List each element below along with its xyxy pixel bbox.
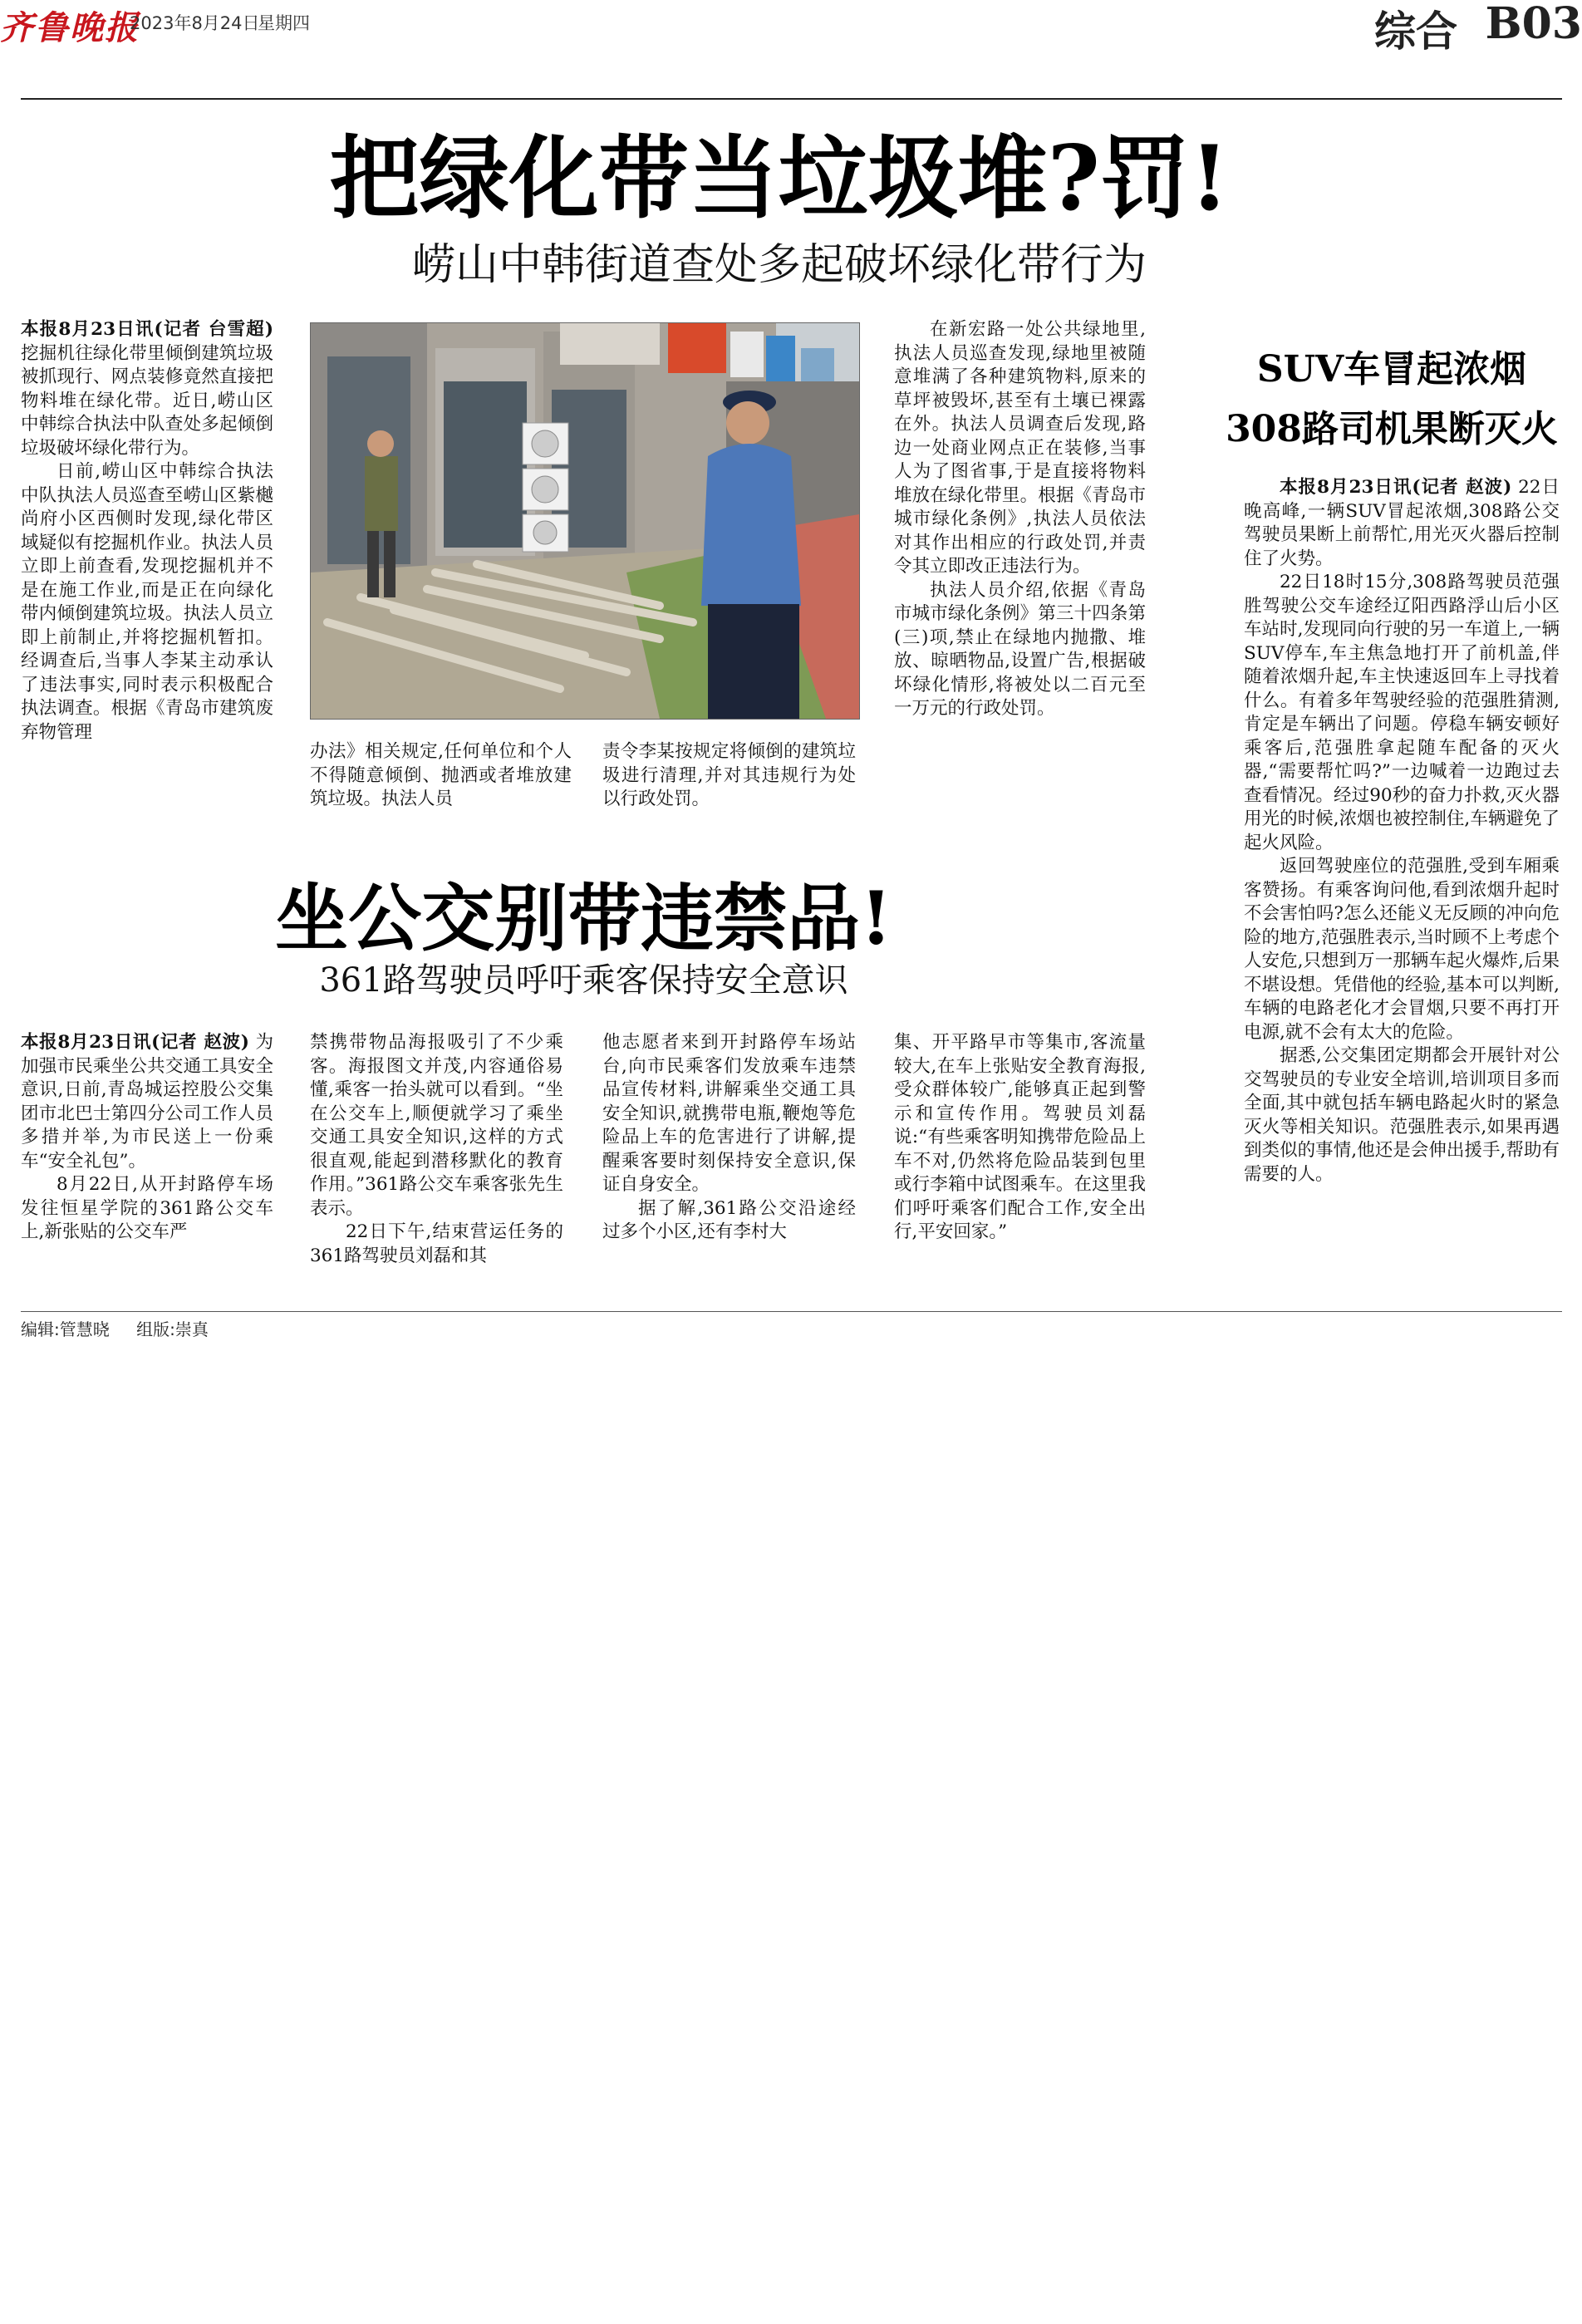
article3-title-line2: 308路司机果断灭火 — [1226, 408, 1558, 450]
footer-credits — [21, 1316, 230, 1340]
article2-column-2 — [310, 1031, 563, 1268]
issue-date: 2023年8月24日 — [130, 13, 260, 33]
article1-photo — [310, 322, 860, 720]
article3-paragraph: 22日18时15分,308路驾驶员范强胜驾驶公交车途经辽阳西路浮山后小区车站时,发现同向行驶的另一车道上,一辆SUV停车,车主焦急地打开了前机盖,伴随着浓烟升起,车主快速返回车上寻找着什么。有着多年驾驶经验的范强胜猜测,肯定是车辆出了问题。停稳车辆安顿好乘客后,范强胜拿起随车配备的灭火器,“需要帮忙吗?”一边喊着一边跑过去查看情况。经过90秒的奋力扑救,灭火器用光的时候,浓烟也被控制住,车辆避免了起火风险。 — [1244, 572, 1560, 853]
layout-credit: 组版:崇真 — [136, 1319, 209, 1339]
article2-paragraph: 集、开平路早市等集市,客流量较大,在车上张贴安全教育海报,受众群体较广,能够真正起到警示和宣传作用。驾驶员刘磊说:“有些乘客明知携带危险品上车不对,仍然将危险品装到包里或行李箱中试图乘车。在这里我们呼吁乘客们配合工作,安全出行,平安回家。” — [894, 1032, 1146, 1242]
article1-headline: 把绿化带当垃圾堆?罚! — [329, 126, 1230, 231]
article3-paragraph: 返回驾驶座位的范强胜,受到车厢乘客赞扬。有乘客询问他,看到浓烟升起时不会害怕吗?怎么还能义无反顾的冲向危险的地方,范强胜表示,当时顾不上考虑个人安危,只想到万一那辆车起火爆炸,后果不堪设想。凭借他的经验,基本可以判断,车辆的电路老化才会冒烟,只要不再打开电源,就不会有太大的危险。 — [1244, 856, 1560, 1043]
article2-paragraph: 据了解,361路公交沿途经过多个小区,还有李村大 — [602, 1197, 856, 1242]
article2-paragraph: 他志愿者来到开封路停车场站台,向市民乘客们发放乘车违禁品宣传材料,讲解乘坐交通工具安全知识,就携带电瓶,鞭炮等危险品上车的危害进行了讲解,提醒乘客要时刻保持安全意识,保证自身安全。 — [602, 1032, 856, 1195]
article2-lead-text: 为加强市民乘坐公共交通工具安全意识,日前,青岛城运控股公交集团市北巴士第四分公司工作人员多措并举,为市民送上一份乘车“安全礼包”。 — [21, 1032, 273, 1172]
article2-headline: 坐公交别带违禁品! — [275, 875, 892, 961]
article2-paragraph: 22日下午,结束营运任务的361路驾驶员刘磊和其 — [310, 1221, 563, 1266]
article2-column-3 — [602, 1031, 856, 1245]
article1-column-1 — [21, 318, 273, 744]
footer-divider — [21, 1311, 1562, 1312]
article1-paragraph: 日前,崂山区中韩综合执法中队执法人员巡查至崂山区紫樾尚府小区西侧时发现,绿化带区域疑似有挖掘机作业。执法人员立即上前查看,发现挖掘机并不是在施工作业,而是正在向绿化带内倾倒建筑垃圾。执法人员立即上前制止,并将挖掘机暂扣。经调查后,当事人李某主动承认了违法事实,同时表示积极配合执法调查。根据《青岛市建筑废弃物管理 — [21, 461, 273, 743]
article1-byline: 本报8月23日讯(记者 台雪超) — [21, 319, 273, 340]
article3-lead-text: 22日晚高峰,一辆SUV冒起浓烟,308路公交驾驶员果断上前帮忙,用光灭火器后控制住了火势。 — [1244, 477, 1560, 569]
masthead — [0, 0, 1582, 56]
masthead-divider — [21, 98, 1562, 100]
article3-paragraph: 据悉,公交集团定期都会开展针对公交驾驶员的专业安全培训,培训项目多而全面,其中就包括车辆电路起火时的紧急灭火等相关知识。范强胜表示,如果再遇到类似的事情,他还是会伸出援手,帮助有需要的人。 — [1244, 1045, 1560, 1185]
article2-byline: 本报8月23日讯(记者 赵波) — [21, 1032, 249, 1053]
article1-paragraph: 执法人员介绍,依据《青岛市城市绿化条例》第三十四条第(三)项,禁止在绿地内抛撒、堆放、晾晒物品,设置广告,根据破坏绿化情形,将被处以二百元至一万元的行政处罚。 — [894, 579, 1146, 719]
article1-subhead: 崂山中韩街道查处多起破坏绿化带行为 — [411, 240, 1147, 290]
newspaper-logo: 齐鲁晚报 — [0, 8, 140, 47]
article2-column-4 — [894, 1031, 1146, 1245]
article1-paragraph: 在新宏路一处公共绿地里,执法人员巡查发现,绿地里被随意堆满了各种建筑物料,原来的草坪被毁坏,甚至有土壤已裸露在外。执法人员调查后发现,路边一处商业网点正在装修,当事人为了图省事,于是直接将物料堆放在绿化带里。根据《青岛市城市绿化条例》,执法人员依法对其作出相应的行政处罚,并责令其立即改正违法行为。 — [894, 319, 1146, 577]
article2-column-1 — [21, 1031, 273, 1245]
article2-paragraph: 禁携带物品海报吸引了不少乘客。海报图文并茂,内容通俗易懂,乘客一抬头就可以看到。“坐在公交车上,顺便就学习了乘坐交通工具安全知识,这样的方式很直观,能起到潜移默化的教育作用。”361路公交车乘客张先生表示。 — [310, 1032, 563, 1219]
issue-weekday: 星期四 — [258, 13, 310, 33]
article1-lead-text: 挖掘机往绿化带里倾倒建筑垃圾被抓现行、网点装修竟然直接把物料堆在绿化带。近日,崂山区中韩综合执法中队查处多起倾倒垃圾破坏绿化带行为。 — [21, 342, 273, 459]
section-name: 综合 — [1374, 7, 1457, 56]
article1-column-2 — [310, 740, 572, 812]
article1-column-3 — [602, 740, 856, 812]
article1-paragraph: 责令李某按规定将倾倒的建筑垃圾进行清理,并对其违规行为处以行政处罚。 — [602, 741, 856, 809]
article3-byline: 本报8月23日讯(记者 赵波) — [1280, 477, 1512, 498]
article3-title-line1: SUV车冒起浓烟 — [1256, 348, 1527, 391]
article1-paragraph: 办法》相关规定,任何单位和个人不得随意倾倒、抛洒或者堆放建筑垃圾。执法人员 — [310, 741, 572, 809]
article2-subhead: 361路驾驶员呼吁乘客保持安全意识 — [319, 961, 848, 1000]
page-number: B03 — [1485, 0, 1582, 49]
article1-column-4 — [894, 318, 1146, 721]
article3-body — [1244, 476, 1560, 1187]
editor-credit: 编辑:管慧晓 — [21, 1319, 110, 1339]
article2-paragraph: 8月22日,从开封路停车场发往恒星学院的361路公交车上,新张贴的公交车严 — [21, 1174, 273, 1242]
